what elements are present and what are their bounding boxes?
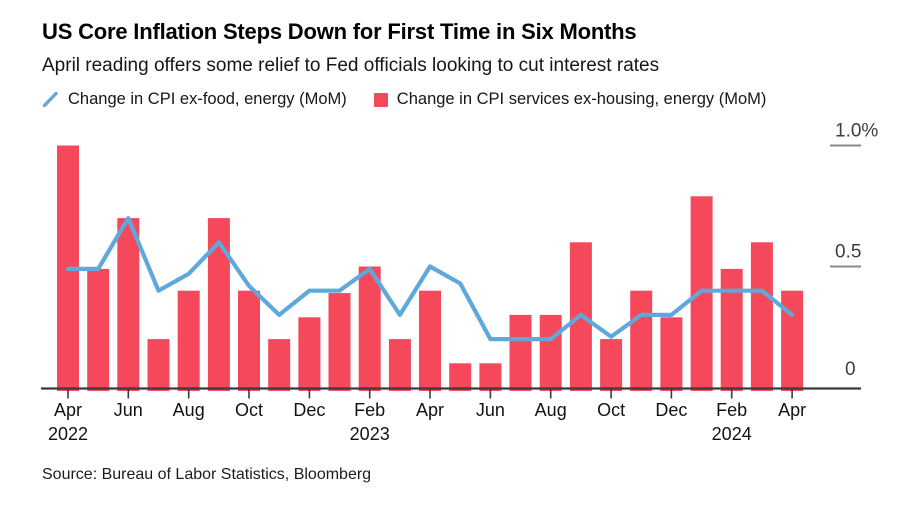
x-tick-year-label: 2022 (47, 424, 89, 444)
bar (268, 339, 290, 391)
bar (359, 267, 381, 392)
x-tick-label: Oct (234, 400, 264, 420)
legend-label-line: Change in CPI ex-food, energy (MoM) (68, 90, 347, 108)
bar (298, 317, 320, 391)
bar (540, 315, 562, 391)
bar (721, 269, 743, 391)
x-tick-label: Jun (475, 400, 505, 420)
bar (238, 291, 260, 391)
x-tick-label: Dec (655, 400, 688, 420)
x-tick-label: Feb (716, 400, 748, 420)
x-tick-year-label: 2024 (711, 424, 752, 444)
bar (329, 293, 351, 391)
bar (87, 269, 109, 391)
bar (479, 363, 501, 391)
x-tick-label: Dec (293, 400, 326, 420)
legend-label-bar: Change in CPI services ex-housing, energy (MoM) (396, 90, 767, 108)
x-tick-year-label: 2023 (349, 424, 390, 444)
bar (449, 363, 471, 391)
bar (751, 242, 773, 391)
y-tick-label: 0 (845, 359, 856, 380)
chart-title: US Core Inflation Steps Down for First Time in Six Months (42, 19, 637, 44)
bar (510, 315, 532, 391)
source-note: Source: Bureau of Labor Statistics, Bloomberg (42, 466, 372, 483)
x-tick-label: Oct (597, 400, 626, 420)
bar (630, 291, 652, 391)
bar (691, 196, 713, 391)
bar (148, 339, 170, 391)
x-tick-label: Jun (113, 400, 143, 420)
bar (178, 291, 200, 391)
x-tick-label: Apr (415, 400, 445, 420)
y-tick-label: 1.0% (835, 120, 879, 142)
x-tick-label: Aug (172, 400, 205, 420)
bar (600, 339, 622, 391)
x-tick-label: Apr (778, 400, 807, 420)
bar (419, 291, 441, 391)
chart-subtitle: April reading offers some relief to Fed officials looking to cut interest rates (42, 55, 660, 76)
x-tick-label: Aug (534, 400, 567, 420)
bar (389, 339, 411, 391)
bar (117, 218, 139, 391)
x-tick-label: Apr (53, 400, 83, 420)
bar (660, 317, 682, 391)
y-tick-label: 0.5 (835, 241, 862, 263)
x-tick-label: Feb (354, 400, 386, 420)
bar (781, 291, 803, 391)
